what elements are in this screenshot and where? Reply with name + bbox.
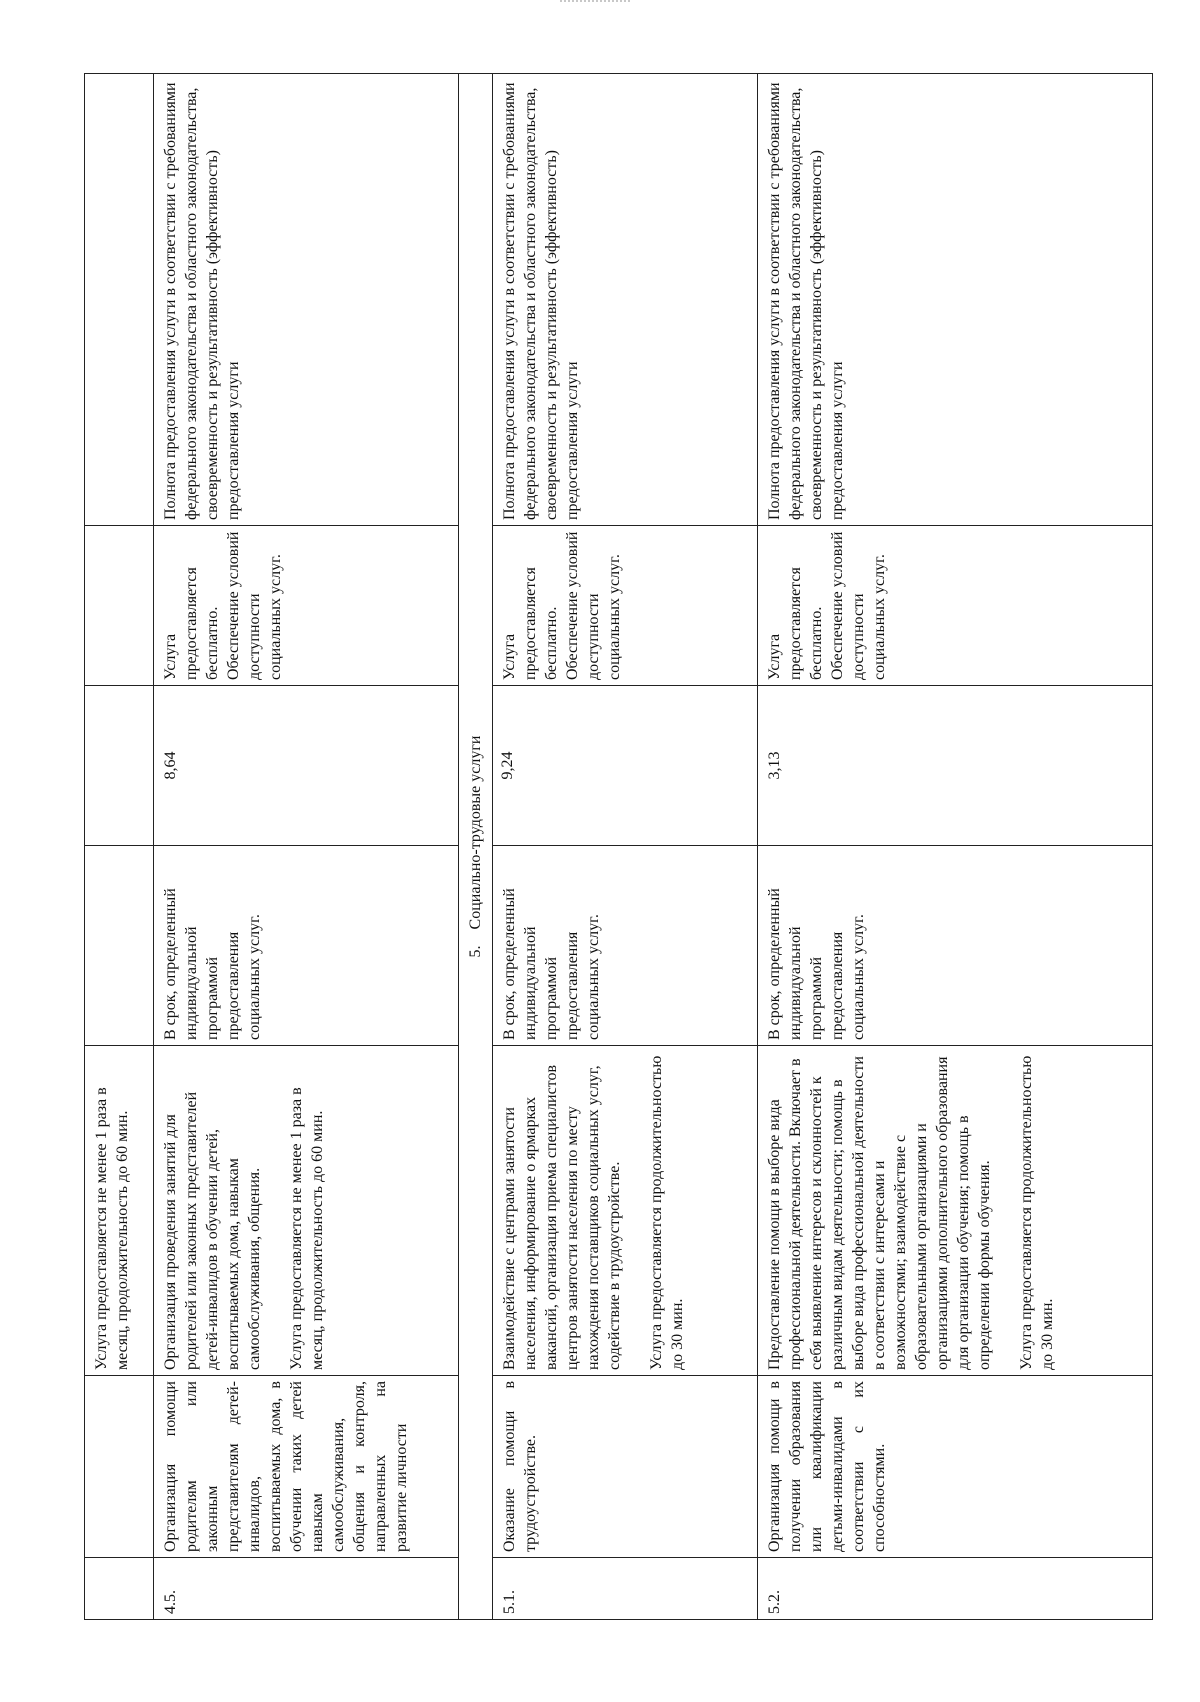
- cell-description: [154, 1046, 459, 1376]
- service-quality: Полнота предоставления услуги в соответствии с требованиями федерального законодательства и областного законодательства, своевременность и результативность (эффективность) предоставления услуги: [162, 82, 242, 520]
- cell-condition: [154, 526, 459, 686]
- cell-condition: [493, 526, 758, 686]
- cell-norm: [154, 686, 459, 846]
- cell-name: [758, 1376, 1153, 1558]
- cell-condition: [758, 526, 1153, 686]
- service-quality: Полнота предоставления услуги в соответствии с требованиями федерального законодательства и областного законодательства, своевременность и результативность (эффективность) предоставления услуги: [766, 82, 846, 520]
- service-description: Предоставление помощи в выборе вида профессиональной деятельности. Включает в себя выявление интересов и склонностей к различным видам деятельности; помощь в выборе вида профессиональной деятельности в соответствии с интересами и возможностями; взаимодействие с образовательными организациями и организациями дополнительного образования для организации обучения; помощь в определении формы обучения.: [766, 1056, 993, 1370]
- row-number: 5.1.: [501, 1590, 518, 1614]
- service-term: В срок, определенный индивидуальной программой предоставления социальных услуг.: [501, 888, 602, 1040]
- cell-name: [154, 1376, 459, 1558]
- table-row-4-5: [154, 74, 459, 1620]
- cell-norm: [493, 686, 758, 846]
- table-row-continued: [85, 74, 154, 1620]
- section-number: 5.: [467, 945, 484, 958]
- cell-name: [493, 1376, 758, 1558]
- row-number: 4.5.: [162, 1590, 179, 1614]
- cell-description: [85, 1046, 154, 1376]
- section-title: Социально-трудовые услуги: [467, 735, 484, 930]
- service-description: Организация проведения занятий для родителей или законных представителей детей-инвалидов в обучении детей, воспитываемых дома, навыкам самообслуживания, общения.: [162, 1091, 263, 1370]
- service-periodicity: Услуга предоставляется продолжительностью до 30 мин.: [648, 1055, 686, 1370]
- service-norm: 8,64: [162, 751, 179, 780]
- cell-term: [85, 846, 154, 1046]
- cell-quality: [85, 74, 154, 526]
- service-term: В срок, определенный индивидуальной программой предоставления социальных услуг.: [162, 888, 263, 1040]
- service-description: Взаимодействие с центрами занятости населения, информирование о ярмарках вакансий, организация приема специалистов центров занятости населения по месту нахождения поставщиков социальных услуг, содействие в трудоустройстве.: [501, 1064, 623, 1370]
- scan-artifact: [560, 0, 630, 8]
- cell-term: [154, 846, 459, 1046]
- cell-name: [85, 1376, 154, 1558]
- service-condition-price: Услуга предоставляется бесплатно.: [766, 567, 825, 680]
- service-periodicity: Услуга предоставляется продолжительностью до 30 мин.: [1018, 1055, 1056, 1370]
- cell-term: [758, 846, 1153, 1046]
- service-condition-access: Обеспечение условий доступности социальных услуг.: [225, 531, 284, 680]
- cell-quality: [758, 74, 1153, 526]
- service-condition-access: Обеспечение условий доступности социальных услуг.: [829, 531, 888, 680]
- service-periodicity: Услуга предоставляется не менее 1 раза в месяц, продолжительность до 60 мин.: [288, 1087, 326, 1370]
- cell-norm: [85, 686, 154, 846]
- service-norm: 9,24: [499, 751, 516, 780]
- table-row-5-2: [758, 74, 1153, 1620]
- rotated-sheet: [84, 74, 1112, 1620]
- cell-term: [493, 846, 758, 1046]
- cell-number: [85, 1558, 154, 1620]
- service-condition-access: Обеспечение условий доступности социальных услуг.: [564, 531, 623, 680]
- service-name: Организация помощи родителям или законным представителям детей-инвалидов, воспитываемых дома, в обучении таких детей навыкам самообслуживания, общения и контроля, направленных на развитие личности: [162, 1381, 410, 1552]
- service-norm: 3,13: [766, 751, 783, 780]
- cell-number: [758, 1558, 1153, 1620]
- service-name: Организация помощи в получении образования или квалификации детьми-инвалидами в соответствии с их способностями.: [766, 1381, 888, 1552]
- section-cell: [459, 74, 493, 1620]
- service-quality: Полнота предоставления услуги в соответствии с требованиями федерального законодательства и областного законодательства, своевременность и результативность (эффективность) предоставления услуги: [501, 82, 581, 520]
- service-name: Оказание помощи в трудоустройстве.: [501, 1381, 539, 1552]
- cell-quality: [493, 74, 758, 526]
- cell-number: [154, 1558, 459, 1620]
- cell-quality: [154, 74, 459, 526]
- service-condition-price: Услуга предоставляется бесплатно.: [162, 567, 221, 680]
- service-periodicity: Услуга предоставляется не менее 1 раза в месяц, продолжительность до 60 мин.: [93, 1087, 131, 1370]
- service-term: В срок, определенный индивидуальной программой предоставления социальных услуг.: [766, 888, 867, 1040]
- social-services-table: [84, 73, 1153, 1620]
- section-row-5: [459, 74, 493, 1620]
- cell-norm: [758, 686, 1153, 846]
- cell-description: [758, 1046, 1153, 1376]
- cell-number: [493, 1558, 758, 1620]
- table-row-5-1: [493, 74, 758, 1620]
- row-number: 5.2.: [766, 1590, 783, 1614]
- cell-description: [493, 1046, 758, 1376]
- service-condition-price: Услуга предоставляется бесплатно.: [501, 567, 560, 680]
- cell-condition: [85, 526, 154, 686]
